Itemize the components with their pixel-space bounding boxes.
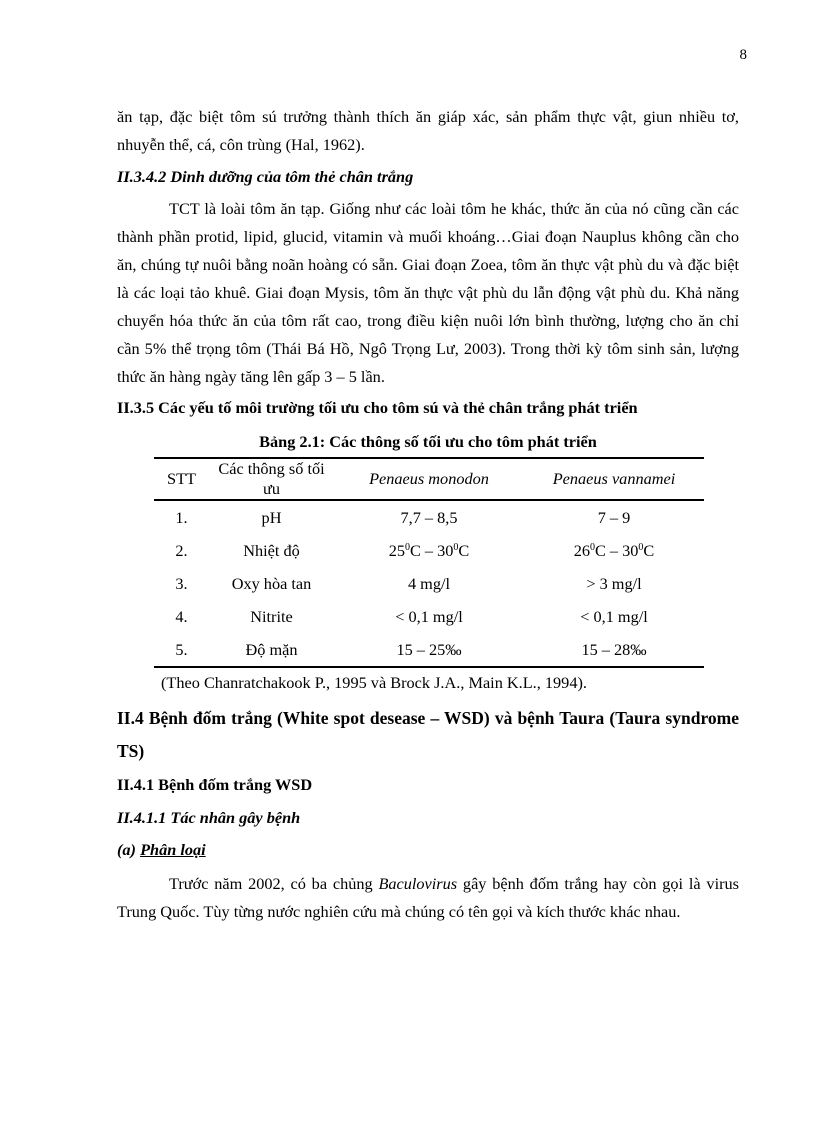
table-row	[154, 633, 704, 667]
row-vannamei-value: < 0,1 mg/l	[580, 606, 648, 626]
row-vannamei-value: 15 – 28‰	[524, 633, 704, 667]
row-vannamei-value: 7 – 9	[597, 507, 631, 527]
table-header-row	[154, 458, 704, 500]
table-row	[154, 567, 704, 600]
row-monodon-value: < 0,1 mg/l	[395, 606, 463, 626]
table-row	[154, 534, 704, 567]
heading-235: II.3.5 Các yếu tố môi trường tối ưu cho tôm sú và thẻ chân trắng phát triển	[117, 398, 638, 417]
page-number: 8	[739, 47, 747, 63]
heading-24: II.4 Bệnh đốm trắng (White spot desease – WSD) và bệnh Taura (Taura syndrome TS)	[117, 708, 739, 761]
row-parameter: Nitrite	[250, 606, 293, 626]
paragraph-diet-tiger-shrimp: ăn tạp, đặc biệt tôm sú trưởng thành thích ăn giáp xác, sản phẩm thực vật, giun nhiều tơ, nhuyễn thể, cá, côn trùng (Hal, 1962).	[117, 107, 739, 154]
row-monodon-value: 7,7 – 8,5	[400, 507, 458, 527]
page-content	[117, 103, 739, 926]
subheading-classification: (a) Phân loại	[117, 840, 206, 859]
heading-2411: II.4.1.1 Tác nhân gây bệnh	[117, 808, 301, 827]
row-monodon-value: 4 mg/l	[407, 573, 451, 593]
heading-2342: II.3.4.2 Dinh dưỡng của tôm thẻ chân trắng	[117, 167, 414, 186]
header-parameter: Các thông số tối ưu	[209, 458, 334, 500]
heading-241: II.4.1 Bệnh đốm trắng WSD	[117, 775, 313, 794]
table-source-note: (Theo Chanratchakook P., 1995 và Brock J.A., Main K.L., 1994).	[161, 673, 587, 692]
row-stt: 2.	[175, 540, 188, 560]
row-stt: 5.	[154, 633, 209, 667]
header-penaeus-vannamei: Penaeus vannamei	[524, 458, 704, 500]
row-parameter: Oxy hòa tan	[231, 573, 312, 593]
row-parameter: Độ mặn	[209, 633, 334, 667]
table-caption: Bảng 2.1: Các thông số tối ưu cho tôm phát triển	[259, 432, 597, 451]
table-row	[154, 500, 704, 534]
row-vannamei-value: > 3 mg/l	[586, 573, 642, 593]
row-parameter: pH	[261, 507, 282, 527]
paragraph-diet-whiteleg-shrimp: TCT là loài tôm ăn tạp. Giống như các loài tôm he khác, thức ăn của nó cũng cần các thành phần protid, lipid, glucid, vitamin và muối khoáng…Giai đoạn Nauplus không cần cho ăn, chúng tự nuôi bằng noãn hoàng có sẵn. Giai đoạn Zoea, tôm ăn thực vật phù du và đặc biệt là các loại tảo khuê. Giai đoạn Mysis, tôm ăn thực vật phù du lẫn động vật phù du. Khả năng chuyển hóa thức ăn của tôm rất cao, trong điều kiện nuôi lớn bình thường, lượng cho ăn chỉ cần 5% thể trọng tôm (Thái Bá Hồ, Ngô Trọng Lư, 2003). Trong thời kỳ tôm sinh sản, lượng thức ăn hàng ngày tăng lên gấp 3 – 5 lần.	[117, 199, 739, 386]
row-stt: 4.	[175, 606, 188, 626]
row-parameter: Nhiệt độ	[243, 540, 300, 560]
row-stt: 1.	[175, 507, 188, 527]
row-stt: 3.	[175, 573, 188, 593]
header-stt: STT	[154, 458, 209, 500]
row-monodon-value: $25^0C - 30^0C$	[388, 540, 470, 560]
optimal-parameters-table	[154, 457, 704, 668]
header-penaeus-monodon: Penaeus monodon	[334, 458, 524, 500]
row-monodon-value: 15 – 25‰	[334, 633, 524, 667]
table-row	[154, 600, 704, 633]
paragraph-baculovirus: Trước năm 2002, có ba chủng Baculovirus gây bệnh đốm trắng hay còn gọi là virus Trung Quốc. Tùy từng nước nghiên cứu mà chúng có tên gọi và kích thước khác nhau.	[117, 874, 739, 921]
row-vannamei-value: $26^0C - 30^0C$	[573, 540, 655, 560]
